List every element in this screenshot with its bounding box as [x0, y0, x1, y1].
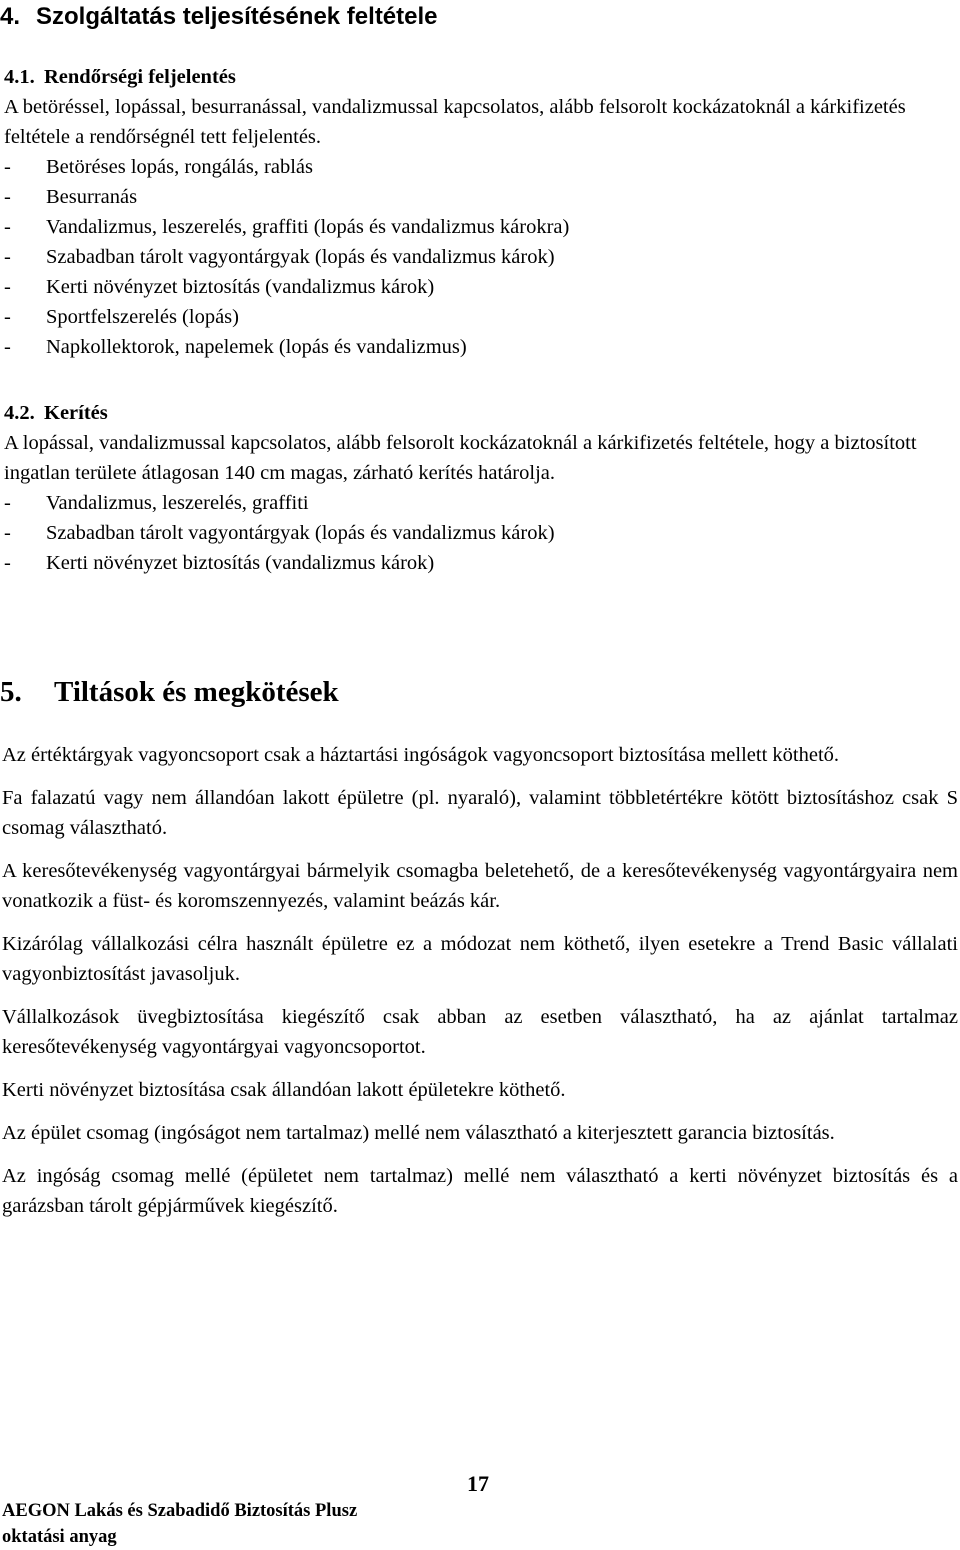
list-item: - Vandalizmus, leszerelés, graffiti (lopás és vandalizmus károkra): [4, 212, 958, 242]
section-number: 4.1.: [4, 66, 35, 88]
section-heading: [4, 398, 958, 428]
chapter-title: Szolgáltatás teljesítésének feltétele: [36, 3, 438, 30]
section-title: Kerítés: [44, 402, 108, 424]
paragraph: A keresőtevékenység vagyontárgyai bármelyik csomagba beletehető, de a keresőtevékenység vagyontárgyaira nem vonatkozik a füst- és koromszennyezés, valamint beázás kár.: [2, 860, 958, 912]
list-item: - Kerti növényzet biztosítás (vandalizmus károk): [4, 548, 958, 578]
list-marker: -: [4, 336, 11, 358]
paragraph: Kerti növényzet biztosítása csak állandóan lakott épületekre köthető.: [2, 1079, 566, 1101]
list-marker: -: [4, 552, 11, 574]
section-4-2: [4, 398, 958, 578]
list-item: - Napkollektorok, napelemek (lopás és vandalizmus): [4, 332, 958, 362]
footer-title: AEGON Lakás és Szabadidő Biztosítás Plusz: [2, 1501, 358, 1521]
section-intro: A betöréssel, lopással, besurranással, vandalizmussal kapcsolatos, alább felsorolt kockázatoknál a kárkifizetés feltétele a rendőrségnél tett feljelentés.: [4, 96, 906, 148]
chapter-number: 4.: [0, 3, 21, 30]
section-heading: [4, 62, 958, 92]
paragraph: Az ingóság csomag mellé (épületet nem tartalmaz) mellé nem választható a kerti növényzet biztosítás és a garázsban tárolt gépjárművek kiegészítő.: [2, 1165, 958, 1217]
paragraph: Vállalkozások üvegbiztosítása kiegészítő csak abban az esetben választható, ha az ajánlat tartalmaz keresőtevékenység vagyontárgyai vagyoncsoportot.: [2, 1006, 958, 1058]
list-marker: -: [4, 186, 11, 208]
list-marker: -: [4, 156, 11, 178]
list-marker: -: [4, 492, 11, 514]
list-item: - Kerti növényzet biztosítás (vandalizmus károk): [4, 272, 958, 302]
chapter-heading-4: [0, 2, 438, 32]
list-marker: -: [4, 216, 11, 238]
risk-list: [4, 488, 958, 578]
list-marker: -: [4, 522, 11, 544]
list-item: - Sportfelszerelés (lopás): [4, 302, 958, 332]
page-number: 17: [467, 1471, 489, 1496]
footer-subtitle: oktatási anyag: [2, 1527, 117, 1547]
list-item: - Szabadban tárolt vagyontárgyak (lopás és vandalizmus károk): [4, 518, 958, 548]
list-marker: -: [4, 276, 11, 298]
paragraph: Az értéktárgyak vagyoncsoport csak a háztartási ingóságok vagyoncsoport biztosítása mellett köthető.: [2, 744, 840, 766]
paragraph: Az épület csomag (ingóságot nem tartalmaz) mellé nem választható a kiterjesztett garancia biztosítás.: [2, 1122, 835, 1144]
list-item: - Vandalizmus, leszerelés, graffiti: [4, 488, 958, 518]
list-item: - Besurranás: [4, 182, 958, 212]
restrictions-text: [2, 740, 958, 1234]
list-item: - Betöréses lopás, rongálás, rablás: [4, 152, 958, 182]
paragraph: Kizárólag vállalkozási célra használt épületre ez a módozat nem köthető, ilyen esetekre a Trend Basic vállalati vagyonbiztosítást javasoljuk.: [2, 933, 958, 985]
chapter-heading-5: [0, 674, 339, 710]
paragraph: Fa falazatú vagy nem állandóan lakott épületre (pl. nyaraló), valamint többletértékre kötött biztosításhoz csak S csomag választható.: [2, 787, 958, 839]
risk-list: [4, 152, 958, 362]
chapter-title: Tiltások és megkötések: [54, 676, 339, 708]
list-marker: -: [4, 306, 11, 328]
list-item: - Szabadban tárolt vagyontárgyak (lopás és vandalizmus károk): [4, 242, 958, 272]
section-title: Rendőrségi feljelentés: [44, 66, 236, 88]
section-4-1: [4, 62, 958, 362]
chapter-number: 5.: [0, 676, 22, 708]
section-number: 4.2.: [4, 402, 35, 424]
list-marker: -: [4, 246, 11, 268]
section-intro: A lopással, vandalizmussal kapcsolatos, alább felsorolt kockázatoknál a kárkifizetés feltétele, hogy a biztosított ingatlan területe átlagosan 140 cm magas, zárható kerítés határolja.: [4, 432, 917, 484]
document-footer: [2, 1498, 357, 1550]
